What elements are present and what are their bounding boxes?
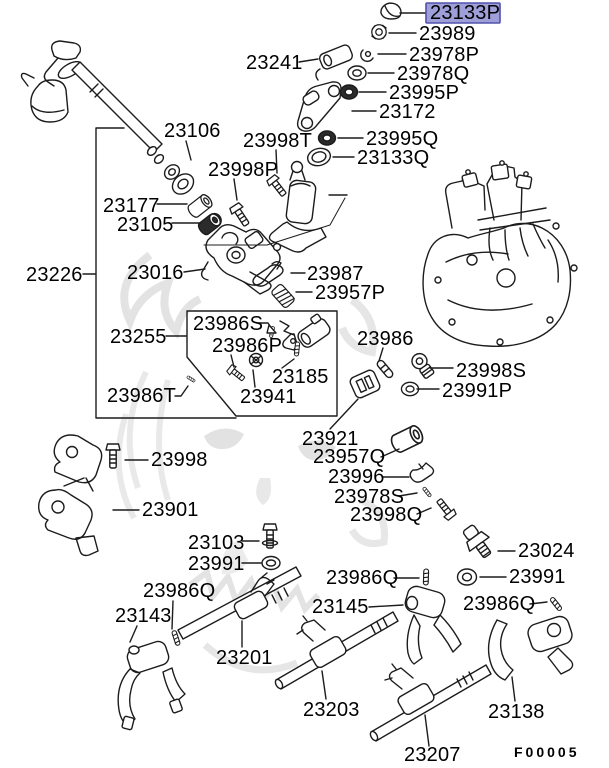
- part-label-23207[interactable]: 23207: [404, 744, 461, 766]
- leader-23998P: [234, 179, 237, 200]
- part-23995Q-drawing: [319, 131, 336, 145]
- part-label-23105[interactable]: 23105: [117, 214, 174, 236]
- part-23998S-drawing: [409, 351, 436, 380]
- part-label-23185[interactable]: 23185: [272, 366, 329, 388]
- part-23989-drawing: [372, 25, 386, 39]
- part-23991P-drawing: [401, 382, 418, 395]
- part-23987-drawing: [253, 262, 283, 286]
- part-label-23991-right[interactable]: 23991: [509, 566, 566, 588]
- part-label-23103[interactable]: 23103: [188, 532, 245, 554]
- part-label-23241[interactable]: 23241: [246, 52, 303, 74]
- part-23024-drawing: [458, 521, 497, 563]
- leader-23106: [186, 141, 191, 160]
- part-label-23201[interactable]: 23201: [216, 647, 273, 669]
- transmission-case-drawing: [423, 161, 577, 347]
- part-23106-drawing: [162, 162, 198, 198]
- part-label-23995P[interactable]: 23995P: [389, 82, 460, 104]
- part-23133P-drawing: [381, 3, 401, 19]
- part-23921-drawing: [349, 369, 382, 400]
- leader-23986T: [175, 386, 188, 396]
- leader-23138: [512, 677, 515, 701]
- part-23241-drawing: [318, 44, 354, 71]
- part-label-23986P[interactable]: 23986P: [212, 335, 283, 357]
- part-label-23986S[interactable]: 23986S: [193, 313, 264, 335]
- part-23991-right-drawing: [458, 569, 477, 585]
- figure-code: F00005: [514, 744, 580, 760]
- part-label-23989[interactable]: 23989: [419, 23, 476, 45]
- part-23998Q-drawing: [434, 496, 457, 521]
- part-23145-drawing: [403, 584, 461, 664]
- part-23103-drawing: [263, 524, 278, 548]
- part-label-23133Q[interactable]: 23133Q: [357, 147, 430, 169]
- part-label-23996[interactable]: 23996: [328, 466, 385, 488]
- part-23996-drawing: [410, 463, 433, 482]
- part-label-23986Q-left[interactable]: 23986Q: [143, 580, 216, 602]
- part-23901-drawing: [39, 435, 102, 556]
- part-23995P-drawing: [341, 85, 358, 99]
- part-label-23957Q[interactable]: 23957Q: [313, 446, 386, 468]
- part-label-23998Q[interactable]: 23998Q: [350, 504, 423, 526]
- part-label-23172[interactable]: 23172: [379, 101, 436, 123]
- part-label-23998T[interactable]: 23998T: [243, 130, 313, 152]
- part-23207-drawing: [369, 664, 491, 742]
- part-23185-drawing: [294, 342, 300, 356]
- part-label-23138[interactable]: 23138: [488, 701, 545, 723]
- part-lever-assembly-drawing: [22, 41, 166, 165]
- part-label-23991-left[interactable]: 23991: [188, 553, 245, 575]
- part-label-23024[interactable]: 23024: [518, 540, 575, 562]
- leader-23921: [330, 399, 358, 429]
- part-label-23986T[interactable]: 23986T: [107, 385, 177, 407]
- part-label-23998S[interactable]: 23998S: [456, 360, 527, 382]
- part-label-23921[interactable]: 23921: [302, 428, 359, 450]
- part-23986Q-right-drawing: [550, 597, 563, 612]
- part-23143-drawing: [118, 639, 185, 730]
- part-label-23998[interactable]: 23998: [151, 449, 208, 471]
- part-23986Q-middle-drawing: [423, 569, 428, 585]
- part-23978P-drawing: [361, 50, 373, 61]
- leader-23145: [369, 605, 403, 607]
- part-23986-drawing: [376, 359, 394, 379]
- part-label-23203[interactable]: 23203: [303, 699, 360, 721]
- part-label-23998P[interactable]: 23998P: [208, 159, 279, 181]
- part-label-23145[interactable]: 23145: [312, 596, 369, 618]
- part-label-23016[interactable]: 23016: [127, 262, 184, 284]
- leader-23941: [253, 370, 255, 387]
- part-label-23987[interactable]: 23987: [307, 263, 364, 285]
- part-label-23957P[interactable]: 23957P: [315, 282, 386, 304]
- part-label-23133P[interactable]: 23133P: [430, 2, 501, 24]
- part-label-23941[interactable]: 23941: [240, 386, 297, 408]
- part-label-23106[interactable]: 23106: [164, 120, 221, 142]
- leader-23143: [130, 626, 137, 642]
- part-label-23978Q[interactable]: 23978Q: [397, 63, 470, 85]
- part-23957Q-drawing: [389, 424, 425, 454]
- part-23986T-drawing: [186, 375, 195, 382]
- part-label-23143[interactable]: 23143: [115, 605, 172, 627]
- part-23172-drawing: [298, 69, 341, 131]
- part-23978Q-drawing: [348, 66, 366, 80]
- part-label-23978S[interactable]: 23978S: [334, 486, 405, 508]
- part-23978S-drawing: [422, 487, 431, 498]
- leader-23203: [322, 671, 326, 699]
- part-label-23986Q-middle[interactable]: 23986Q: [326, 567, 399, 589]
- part-label-23986Q-right[interactable]: 23986Q: [463, 593, 536, 615]
- part-23203-drawing: [274, 612, 398, 690]
- part-label-23995Q[interactable]: 23995Q: [366, 128, 439, 150]
- part-label-23978P[interactable]: 23978P: [409, 44, 480, 66]
- part-label-23901[interactable]: 23901: [142, 499, 199, 521]
- part-labels: [26, 2, 579, 766]
- part-label-23255[interactable]: 23255: [110, 326, 167, 348]
- part-23957P-drawing: [271, 283, 296, 309]
- leader-23986Q-left: [172, 601, 173, 629]
- part-23986P-drawing: [226, 364, 247, 383]
- part-label-23177[interactable]: 23177: [103, 195, 160, 217]
- part-23138-drawing: [489, 614, 575, 680]
- part-label-23226[interactable]: 23226: [26, 264, 83, 286]
- part-label-23986[interactable]: 23986: [357, 328, 414, 350]
- part-23991-left-drawing: [262, 557, 280, 570]
- leader-23207: [425, 715, 429, 746]
- part-label-23991P[interactable]: 23991P: [442, 380, 513, 402]
- part-23998P-drawing: [229, 202, 253, 228]
